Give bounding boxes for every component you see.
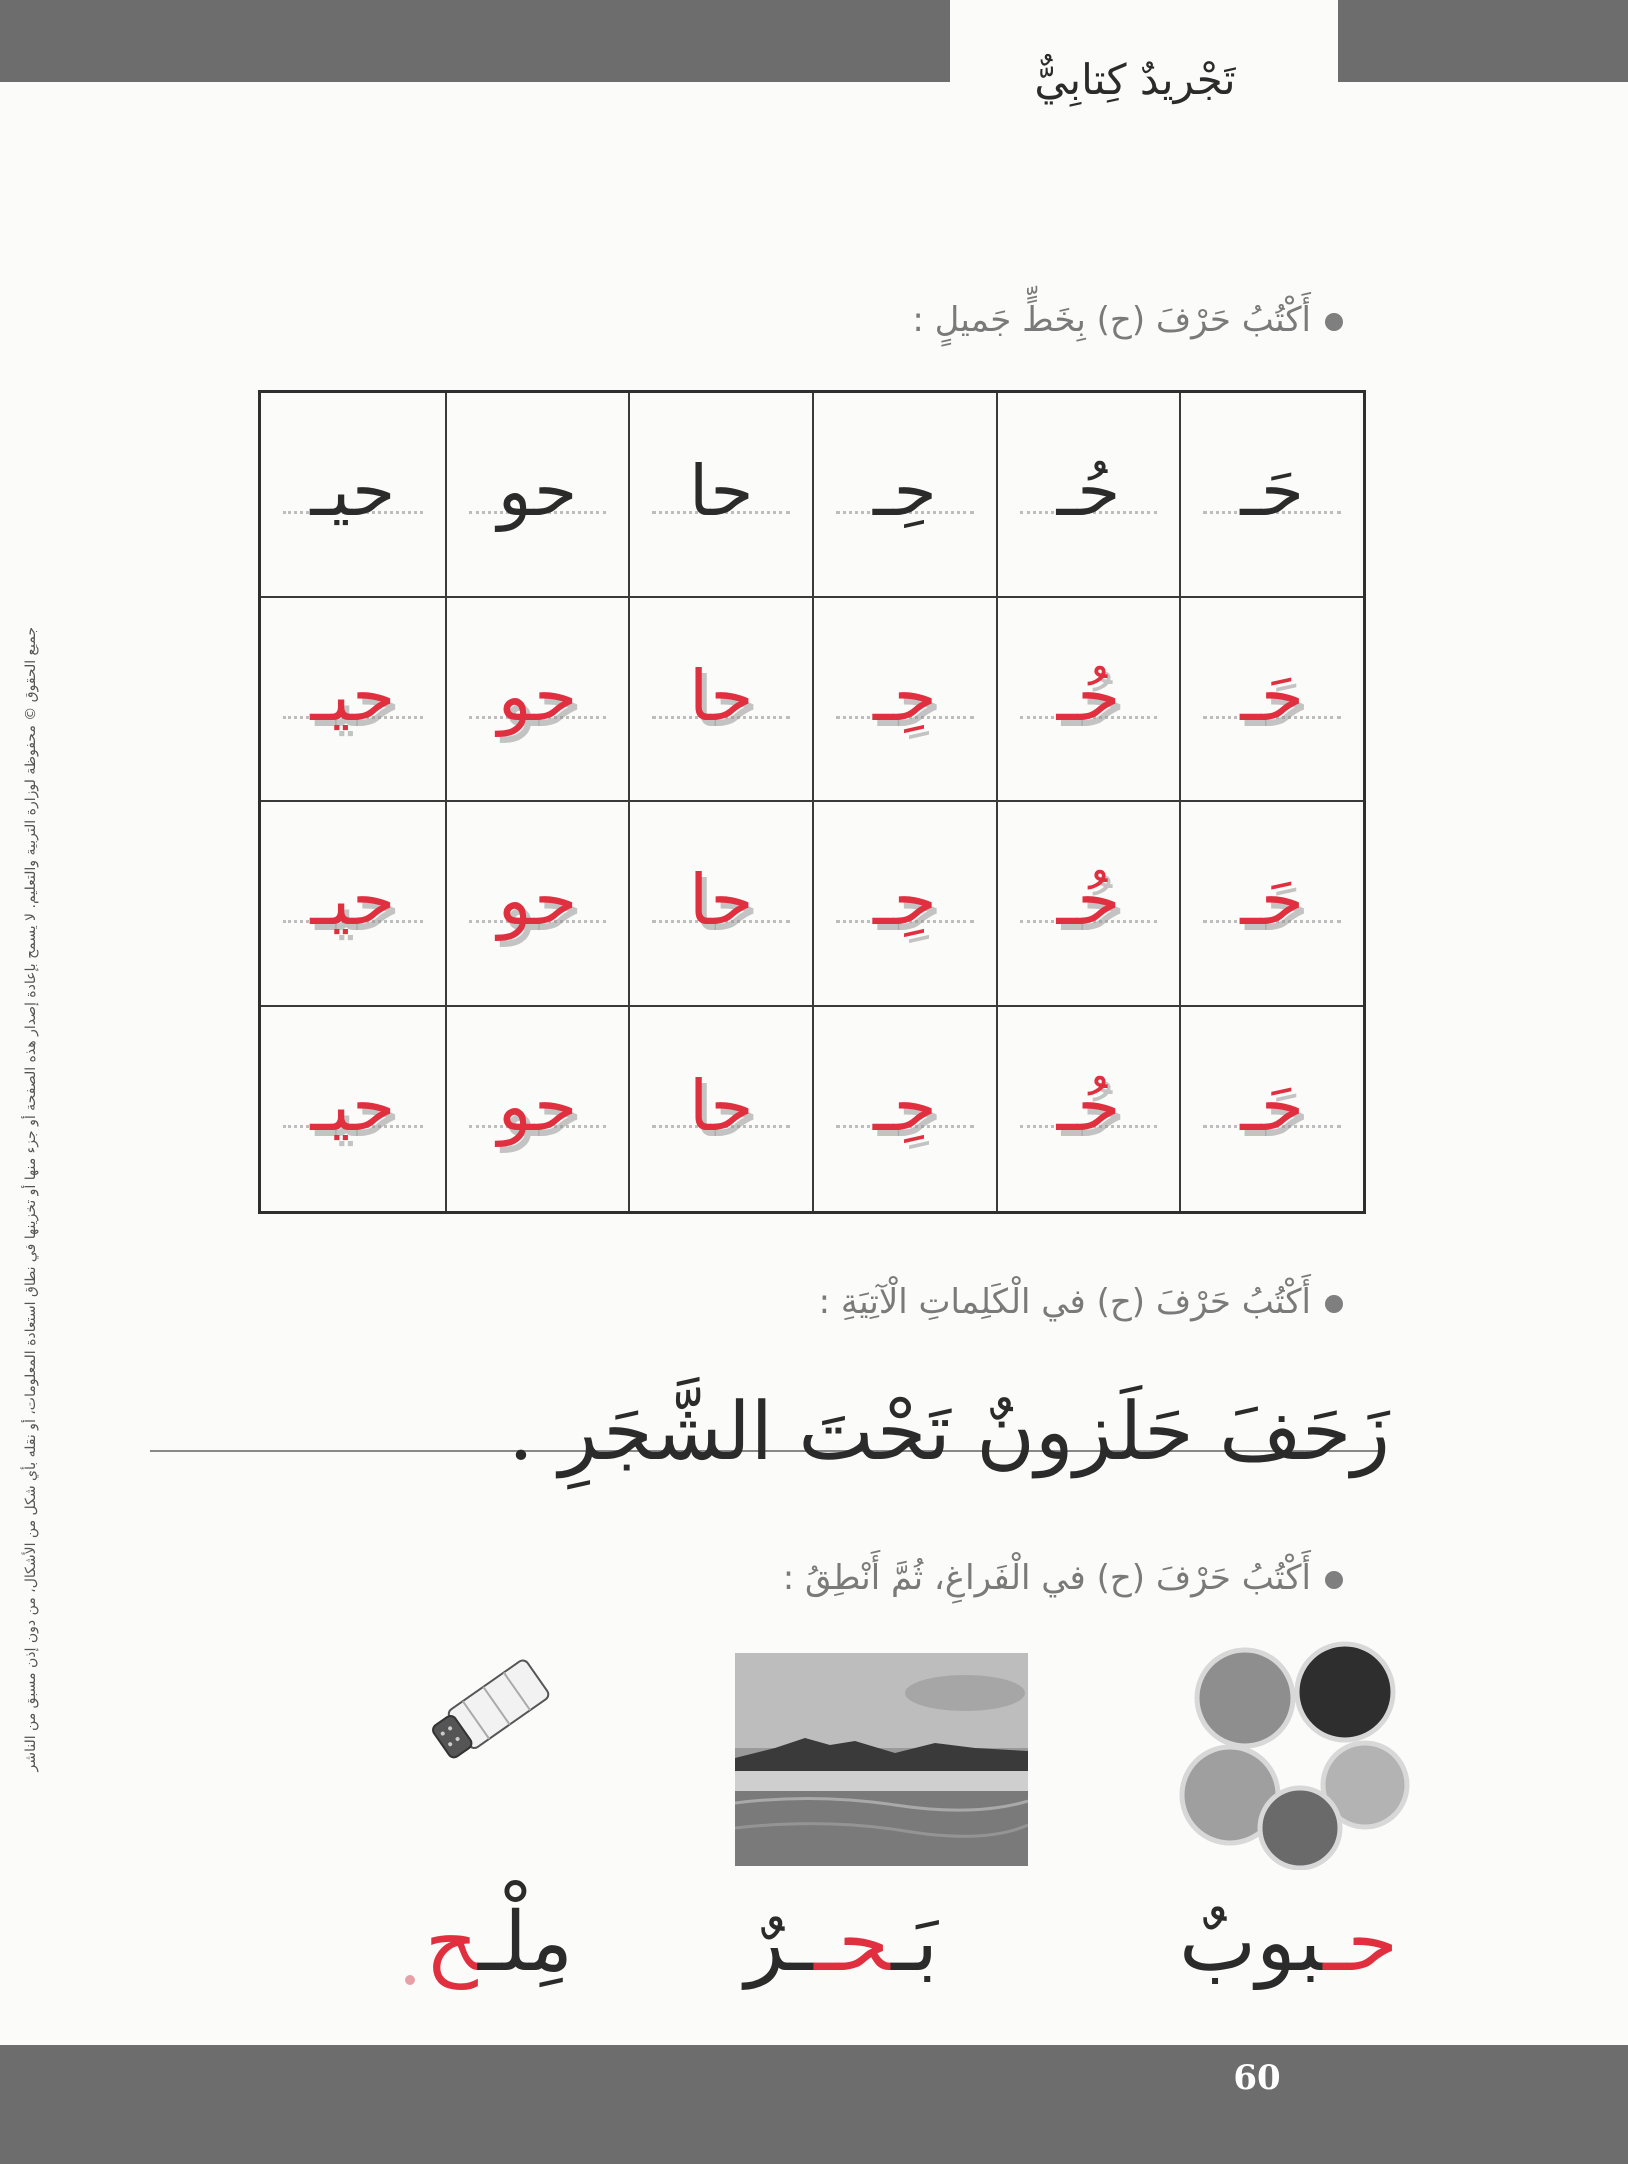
- page-number: 60: [1233, 2058, 1281, 2098]
- handwritten-glyph: حُـ: [1056, 859, 1121, 942]
- grid-cell[interactable]: [1179, 802, 1363, 1007]
- grid-cell[interactable]: [261, 1007, 445, 1212]
- word-bahr: [745, 1895, 938, 1990]
- handwritten-glyph: حيـ: [310, 654, 396, 737]
- grid-cell[interactable]: [996, 802, 1180, 1007]
- model-glyph: حو: [497, 450, 578, 533]
- word-start: مِلْـ: [477, 1895, 574, 1990]
- handwritten-glyph: حَـ: [1240, 1064, 1305, 1147]
- word-hubub: [1179, 1895, 1398, 1990]
- grid-cell[interactable]: [445, 1007, 629, 1212]
- page-title: تَجْريدٌ كِتابِيٌّ: [1034, 55, 1236, 104]
- grid-cell: [1179, 393, 1363, 598]
- letter-grid: [258, 390, 1366, 1214]
- handwritten-glyph: حو: [497, 1064, 578, 1147]
- grid-cell[interactable]: [445, 802, 629, 1007]
- handwritten-letter: حـ: [1323, 1895, 1398, 1990]
- grid-cell[interactable]: [628, 1007, 812, 1212]
- grid-cell[interactable]: [628, 598, 812, 803]
- beach-image: [735, 1653, 1028, 1866]
- grid-cell[interactable]: [261, 802, 445, 1007]
- handwritten-glyph: حِـ: [872, 654, 937, 737]
- handwritten-letter: ح: [425, 1895, 478, 1990]
- word-milh: [425, 1895, 573, 1990]
- grid-cell[interactable]: [812, 1007, 996, 1212]
- instruction-words: [819, 1282, 1343, 1322]
- model-glyph: حُـ: [1056, 450, 1121, 533]
- top-band-left: [0, 0, 950, 82]
- salt-shaker-image: [420, 1640, 580, 1765]
- instruction-grid: [912, 300, 1343, 340]
- grid-cell[interactable]: [812, 802, 996, 1007]
- sentence: زَحَفَ حَلَزونٌ تَحْتَ الشَّجَرِ .: [508, 1385, 1390, 1478]
- instruction-words-text: أَكْتُبُ حَرْفَ (ح) في الْكَلِماتِ الْآتِيَةِ :: [818, 1282, 1311, 1322]
- instruction-fill-text: أَكْتُبُ حَرْفَ (ح) في الْفَراغِ، ثُمَّ أَنْطِقُ :: [782, 1558, 1311, 1598]
- handwritten-glyph: حا: [688, 1064, 754, 1147]
- model-glyph: حا: [688, 450, 754, 533]
- grid-cell[interactable]: [996, 598, 1180, 803]
- handwritten-glyph: حو: [497, 654, 578, 737]
- instruction-fill: [783, 1558, 1343, 1598]
- grid-cell: [261, 393, 445, 598]
- handwritten-glyph: حَـ: [1240, 654, 1305, 737]
- handwritten-glyph: حِـ: [872, 859, 937, 942]
- bullet-icon: [1325, 1571, 1343, 1589]
- handwritten-glyph: حِـ: [872, 1064, 937, 1147]
- top-band-right: [1338, 0, 1628, 82]
- handwritten-glyph: حا: [688, 654, 754, 737]
- bottom-band: [0, 2045, 1628, 2164]
- grid-cell: [445, 393, 629, 598]
- grid-cell: [996, 393, 1180, 598]
- handwritten-glyph: حيـ: [310, 1064, 396, 1147]
- grid-cell[interactable]: [261, 598, 445, 803]
- bullet-icon: [1325, 313, 1343, 331]
- copyright-notice: جميع الحقوق © محفوظة لوزارة التربية والتعليم. لا يسمح بإعادة إصدار هذه الصفحة أو جزء منها أو تخزينها في نطاق استعادة المعلومات، أو نقله بأي شكل من الأشكال، من دون إذن مسبق من الناشر: [23, 627, 39, 1772]
- handwritten-glyph: حو: [497, 859, 578, 942]
- handwritten-glyph: حُـ: [1056, 1064, 1121, 1147]
- grid-cell[interactable]: [628, 802, 812, 1007]
- word-start: بَـ: [891, 1895, 939, 1990]
- grid-cell[interactable]: [812, 598, 996, 803]
- grid-cell: [812, 393, 996, 598]
- word-rest: بوبٌ: [1178, 1895, 1324, 1990]
- grid-cell[interactable]: [1179, 1007, 1363, 1212]
- model-glyph: حيـ: [310, 450, 396, 533]
- handwritten-letter: حـ: [814, 1895, 892, 1990]
- grid-cell[interactable]: [445, 598, 629, 803]
- word-end: ـرٌ: [745, 1895, 815, 1990]
- handwritten-glyph: حيـ: [310, 859, 396, 942]
- handwritten-glyph: حُـ: [1056, 654, 1121, 737]
- handwritten-glyph: حا: [688, 859, 754, 942]
- model-glyph: حِـ: [872, 450, 937, 533]
- bullet-icon: [1325, 1295, 1343, 1313]
- model-glyph: حَـ: [1240, 450, 1305, 533]
- instruction-grid-text: أَكْتُبُ حَرْفَ (ح) بِخَطٍّ جَميلٍ :: [912, 300, 1311, 340]
- grid-cell[interactable]: [996, 1007, 1180, 1212]
- spice-bowls-image: [1175, 1630, 1415, 1870]
- grid-cell: [628, 393, 812, 598]
- ink-dot: [405, 1975, 415, 1985]
- handwritten-glyph: حَـ: [1240, 859, 1305, 942]
- grid-cell[interactable]: [1179, 598, 1363, 803]
